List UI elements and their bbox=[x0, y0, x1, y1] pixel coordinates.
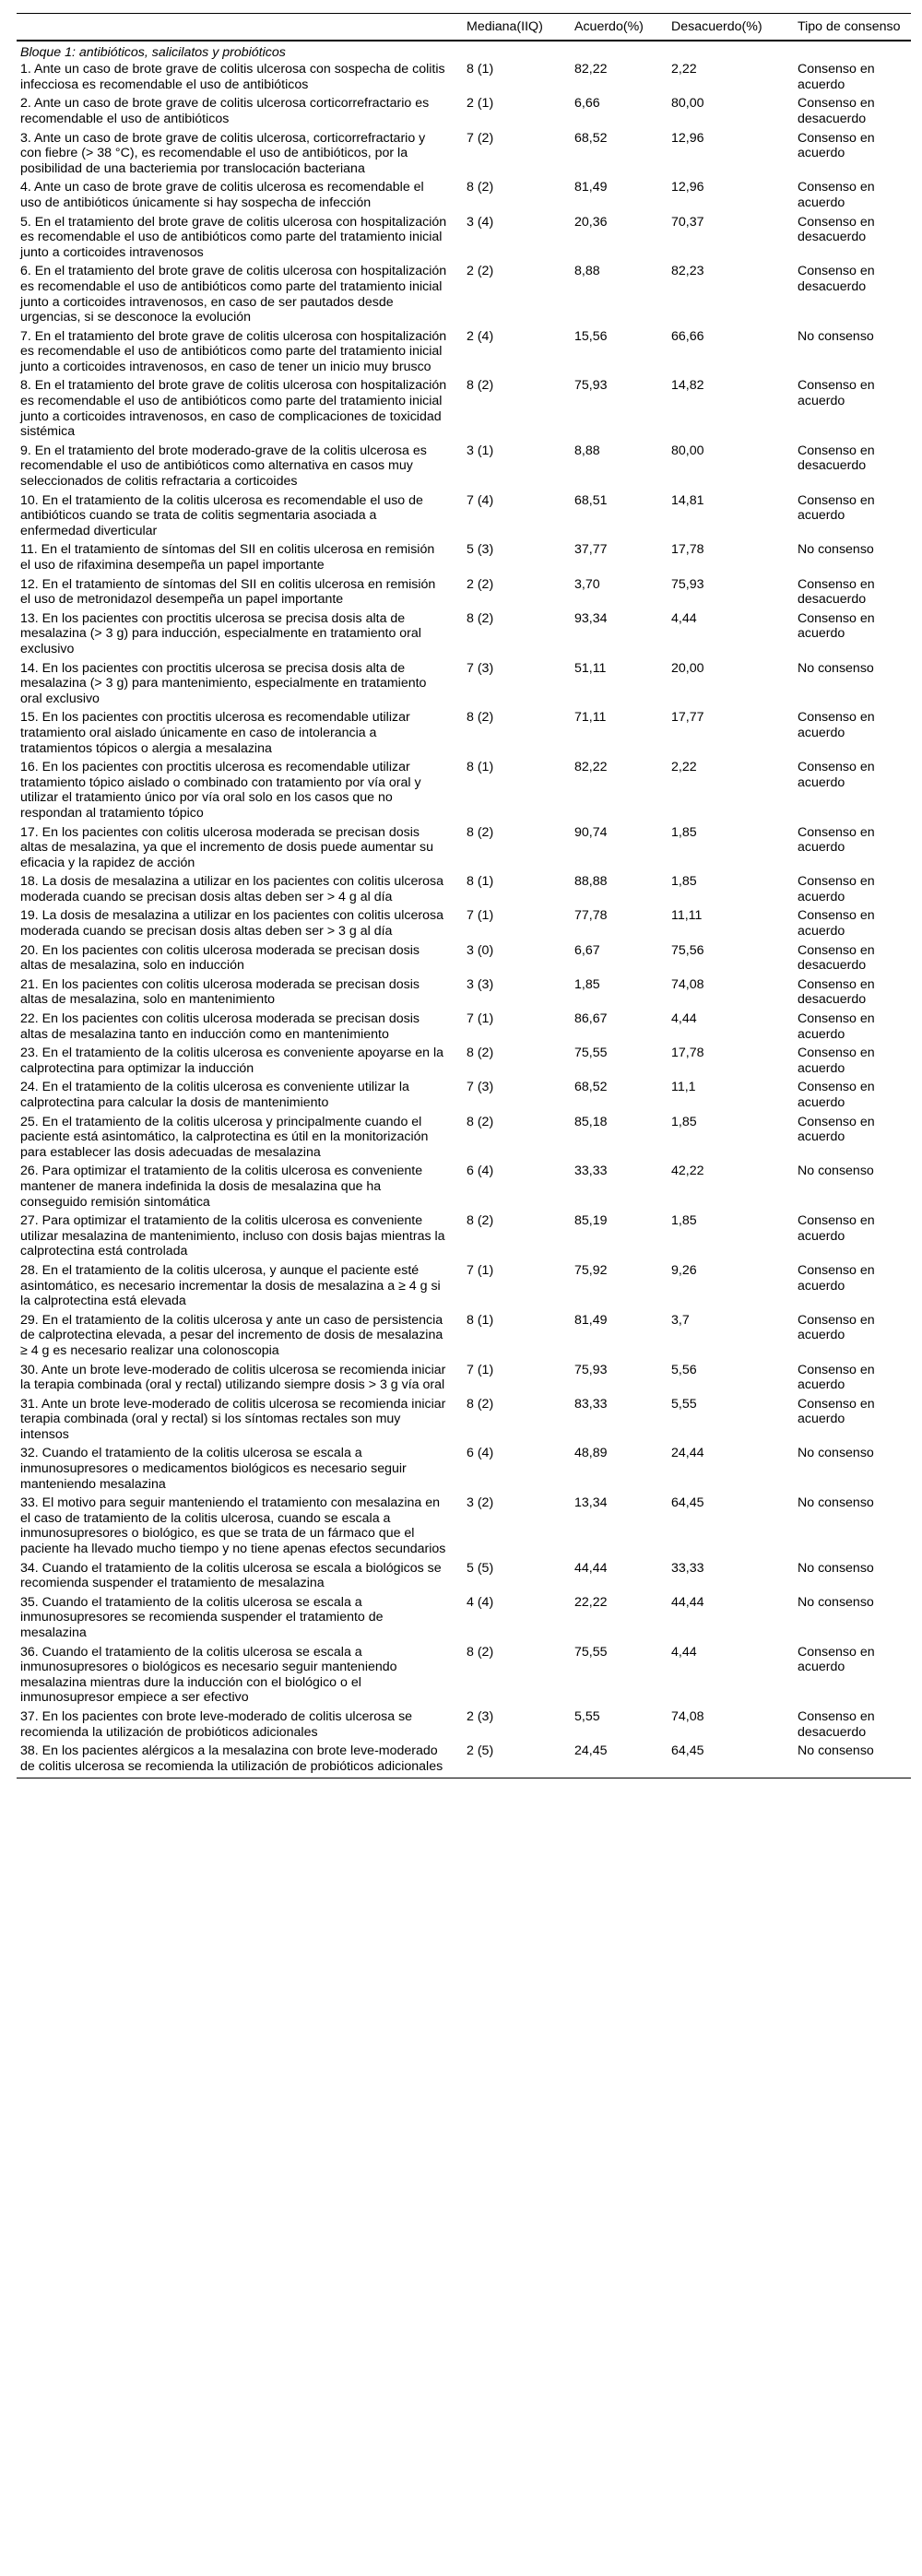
cell-tipo: Consenso en acuerdo bbox=[798, 1262, 875, 1294]
cell-statement: 22. En los pacientes con colitis ulcerosa moderada se precisan dosis altas de mesalazina tanto en inducción como en mantenimiento bbox=[20, 1011, 420, 1042]
cell-tipo: No consenso bbox=[798, 1495, 874, 1511]
cell-mediana: 7 (1) bbox=[467, 1011, 494, 1027]
cell-desacuerdo: 44,44 bbox=[671, 1594, 704, 1610]
table-body bbox=[17, 41, 911, 1778]
table-row bbox=[17, 823, 911, 873]
cell-mediana: 8 (2) bbox=[467, 610, 494, 626]
cell-tipo: No consenso bbox=[798, 1164, 874, 1179]
cell-acuerdo: 15,56 bbox=[574, 328, 608, 344]
cell-statement: 1. Ante un caso de brote grave de colitis ulcerosa con sospecha de colitis infecciosa es recomendable el uso de antibióticos bbox=[20, 62, 445, 92]
cell-desacuerdo: 14,82 bbox=[671, 378, 704, 394]
cell-mediana: 3 (2) bbox=[467, 1495, 494, 1511]
header-acuerdo: Acuerdo(%) bbox=[571, 14, 668, 41]
cell-acuerdo: 81,49 bbox=[574, 180, 608, 195]
cell-desacuerdo: 74,08 bbox=[671, 976, 704, 992]
consensus-table bbox=[17, 13, 911, 1778]
cell-mediana: 8 (2) bbox=[467, 1396, 494, 1412]
table-row bbox=[17, 975, 911, 1010]
cell-statement: 10. En el tratamiento de la colitis ulcerosa es recomendable el uso de antibióticos cuando se trata de colitis segmentaria asociada a enfermedad diverticular bbox=[20, 492, 423, 538]
cell-tipo: Consenso en acuerdo bbox=[798, 492, 875, 524]
cell-desacuerdo: 24,44 bbox=[671, 1446, 704, 1461]
table-row bbox=[17, 758, 911, 822]
cell-desacuerdo: 82,23 bbox=[671, 264, 704, 279]
cell-desacuerdo: 5,56 bbox=[671, 1362, 697, 1377]
cell-tipo: No consenso bbox=[798, 328, 874, 344]
cell-mediana: 7 (3) bbox=[467, 1080, 494, 1095]
block-title: Bloque 1: antibióticos, salicilatos y probióticos bbox=[20, 44, 286, 60]
cell-desacuerdo: 2,22 bbox=[671, 62, 697, 77]
cell-acuerdo: 48,89 bbox=[574, 1446, 608, 1461]
cell-desacuerdo: 74,08 bbox=[671, 1708, 704, 1724]
cell-tipo: Consenso en desacuerdo bbox=[798, 976, 875, 1008]
cell-acuerdo: 75,93 bbox=[574, 1362, 608, 1377]
header-item bbox=[17, 14, 463, 41]
cell-statement: 2. Ante un caso de brote grave de colitis ulcerosa corticorrefractario es recomendable el uso de antibióticos bbox=[20, 96, 430, 126]
cell-tipo: No consenso bbox=[798, 660, 874, 676]
table-row bbox=[17, 540, 911, 574]
cell-mediana: 5 (3) bbox=[467, 542, 494, 558]
cell-statement: 25. En el tratamiento de la colitis ulcerosa y principalmente cuando el paciente está asintomático, la calprotectina es útil en la monitorización para establecer las dosis adecuadas de mesalazina bbox=[20, 1114, 429, 1160]
cell-desacuerdo: 17,78 bbox=[671, 1046, 704, 1061]
table-row bbox=[17, 1261, 911, 1311]
table-row bbox=[17, 708, 911, 758]
cell-tipo: Consenso en acuerdo bbox=[798, 1213, 875, 1244]
table-row bbox=[17, 94, 911, 128]
cell-mediana: 8 (2) bbox=[467, 1046, 494, 1061]
table-row bbox=[17, 129, 911, 179]
cell-acuerdo: 68,52 bbox=[574, 1080, 608, 1095]
cell-tipo: Consenso en acuerdo bbox=[798, 874, 875, 904]
cell-mediana: 2 (4) bbox=[467, 328, 494, 344]
table-row bbox=[17, 1078, 911, 1112]
cell-mediana: 2 (5) bbox=[463, 1742, 571, 1778]
cell-statement: 15. En los pacientes con proctitis ulcerosa es recomendable utilizar tratamiento oral aislado únicamente en caso de intolerancia a tratamientos tópicos o alergia a mesalazina bbox=[20, 710, 410, 756]
cell-statement: 26. Para optimizar el tratamiento de la colitis ulcerosa es conveniente mantener de manera indefinida la dosis de mesalazina que ha conseguido remisión sintomática bbox=[20, 1164, 423, 1210]
table-row bbox=[17, 442, 911, 491]
cell-statement: 35. Cuando el tratamiento de la colitis ulcerosa se escala a inmunosupresores se recomienda suspender el tratamiento de mesalazina bbox=[20, 1594, 384, 1640]
cell-statement: 11. En el tratamiento de síntomas del SII en colitis ulcerosa en remisión el uso de rifaximina desempeña un papel importante bbox=[20, 542, 435, 573]
cell-acuerdo: 75,92 bbox=[574, 1262, 608, 1278]
cell-desacuerdo: 17,77 bbox=[671, 710, 704, 726]
table-row bbox=[17, 1361, 911, 1395]
cell-tipo: Consenso en desacuerdo bbox=[798, 576, 875, 608]
cell-statement: 24. En el tratamiento de la colitis ulcerosa es conveniente utilizar la calprotectina para calcular la dosis de mantenimiento bbox=[20, 1080, 409, 1110]
table-row bbox=[17, 1494, 911, 1558]
cell-mediana: 2 (2) bbox=[467, 264, 494, 279]
cell-acuerdo: 5,55 bbox=[574, 1708, 600, 1724]
cell-acuerdo: 33,33 bbox=[574, 1164, 608, 1179]
cell-statement: 9. En el tratamiento del brote moderado-grave de la colitis ulcerosa es recomendable el uso de antibióticos como alternativa en casos muy seleccionados de colitis refractaria a corticoides bbox=[20, 443, 427, 490]
cell-acuerdo: 85,18 bbox=[574, 1114, 608, 1129]
cell-mediana: 3 (0) bbox=[467, 942, 494, 958]
cell-tipo: Consenso en acuerdo bbox=[798, 1080, 875, 1110]
table-row bbox=[17, 1010, 911, 1044]
header-row bbox=[17, 14, 911, 41]
cell-statement: 30. Ante un brote leve-moderado de colitis ulcerosa se recomienda iniciar la terapia combinada (oral y rectal) utilizando siempre dosis > 3 g vía oral bbox=[20, 1362, 446, 1393]
cell-statement: 28. En el tratamiento de la colitis ulcerosa, y aunque el paciente esté asintomático, es necesario incrementar la dosis de mesalazina a ≥ 4 g si la calprotectina está elevada bbox=[20, 1262, 441, 1309]
cell-mediana: 6 (4) bbox=[467, 1446, 494, 1461]
cell-desacuerdo: 1,85 bbox=[671, 874, 697, 890]
table-row bbox=[17, 1559, 911, 1593]
table-row bbox=[17, 178, 911, 212]
cell-acuerdo: 6,67 bbox=[574, 942, 600, 958]
cell-tipo: Consenso en desacuerdo bbox=[798, 942, 875, 974]
cell-acuerdo: 68,51 bbox=[574, 492, 608, 508]
cell-tipo: Consenso en acuerdo bbox=[798, 908, 875, 939]
cell-acuerdo: 81,49 bbox=[574, 1312, 608, 1328]
cell-mediana: 8 (2) bbox=[467, 1213, 494, 1229]
cell-mediana: 8 (1) bbox=[467, 874, 494, 890]
cell-statement: 16. En los pacientes con proctitis ulcerosa es recomendable utilizar tratamiento tópico aislado o combinado con tratamiento por vía oral y utilizar el tratamiento único por vía oral solo en los casos que no respondan al tratamiento tópico bbox=[20, 760, 421, 821]
cell-desacuerdo: 1,85 bbox=[671, 824, 697, 840]
table-row bbox=[17, 376, 911, 441]
cell-mediana: 2 (2) bbox=[467, 576, 494, 592]
header-tipo: Tipo de consenso bbox=[794, 14, 911, 41]
cell-desacuerdo: 42,22 bbox=[671, 1164, 704, 1179]
cell-acuerdo: 8,88 bbox=[574, 443, 600, 458]
cell-tipo: Consenso en desacuerdo bbox=[798, 214, 875, 245]
cell-mediana: 8 (2) bbox=[467, 1644, 494, 1660]
cell-mediana: 3 (4) bbox=[467, 214, 494, 230]
cell-statement: 31. Ante un brote leve-moderado de colitis ulcerosa se recomienda iniciar terapia combinada (oral y rectal) si los síntomas rectales son muy intensos bbox=[20, 1396, 446, 1442]
cell-desacuerdo: 2,22 bbox=[671, 760, 697, 775]
cell-tipo: Consenso en acuerdo bbox=[798, 378, 875, 409]
cell-desacuerdo: 17,78 bbox=[671, 542, 704, 558]
cell-tipo: No consenso bbox=[798, 1594, 874, 1610]
cell-mediana: 7 (1) bbox=[467, 1362, 494, 1377]
cell-statement: 23. En el tratamiento de la colitis ulcerosa es conveniente apoyarse en la calprotectina para optimizar la inducción bbox=[20, 1046, 444, 1076]
cell-mediana: 5 (5) bbox=[467, 1560, 494, 1576]
cell-desacuerdo: 11,11 bbox=[671, 908, 703, 924]
cell-tipo: Consenso en acuerdo bbox=[798, 824, 875, 856]
table-row bbox=[17, 575, 911, 609]
cell-acuerdo: 93,34 bbox=[574, 610, 608, 626]
cell-tipo: Consenso en acuerdo bbox=[798, 1396, 875, 1427]
cell-tipo: Consenso en acuerdo bbox=[798, 62, 875, 92]
cell-desacuerdo: 66,66 bbox=[671, 328, 704, 344]
cell-statement: 12. En el tratamiento de síntomas del SII en colitis ulcerosa en remisión el uso de metronidazol desempeña un papel importante bbox=[20, 576, 436, 608]
cell-acuerdo: 20,36 bbox=[574, 214, 608, 230]
cell-desacuerdo: 14,81 bbox=[671, 492, 704, 508]
cell-mediana: 8 (2) bbox=[467, 180, 494, 195]
cell-tipo: No consenso bbox=[794, 1742, 911, 1778]
cell-mediana: 7 (1) bbox=[467, 908, 494, 924]
header-mediana: Mediana(IIQ) bbox=[463, 14, 571, 41]
cell-desacuerdo: 11,1 bbox=[671, 1080, 696, 1095]
cell-statement: 7. En el tratamiento del brote grave de colitis ulcerosa con hospitalización es recomendable el uso de antibióticos como parte del tratamiento inicial junto a corticoides intravenosos, en caso de tener un inicio muy brusco bbox=[20, 328, 447, 374]
cell-desacuerdo: 9,26 bbox=[671, 1262, 697, 1278]
cell-statement: 4. Ante un caso de brote grave de colitis ulcerosa es recomendable el uso de antibióticos únicamente si hay sospecha de infección bbox=[20, 180, 424, 210]
cell-desacuerdo: 4,44 bbox=[671, 1644, 697, 1660]
cell-acuerdo: 75,55 bbox=[574, 1046, 608, 1061]
cell-desacuerdo: 70,37 bbox=[671, 214, 704, 230]
table-row bbox=[17, 327, 911, 377]
table-row bbox=[17, 1211, 911, 1261]
cell-statement: 13. En los pacientes con proctitis ulcerosa se precisa dosis alta de mesalazina (> 3 g) para inducción, especialmente en tratamiento oral exclusivo bbox=[20, 610, 421, 656]
table-row bbox=[17, 1395, 911, 1445]
header-desacuerdo: Desacuerdo(%) bbox=[668, 14, 794, 41]
cell-desacuerdo: 64,45 bbox=[671, 1495, 704, 1511]
cell-statement: 33. El motivo para seguir manteniendo el tratamiento con mesalazina en el caso de tratamiento de la colitis ulcerosa, cuando se escala a inmunosupresores o biológico, es que se trata de un fármaco que el paciente ha llevado mucho tiempo y no tiene apenas efectos secundarios bbox=[20, 1495, 446, 1557]
cell-mediana: 7 (3) bbox=[467, 660, 494, 676]
table-row bbox=[17, 60, 911, 94]
cell-acuerdo: 90,74 bbox=[574, 824, 608, 840]
cell-desacuerdo: 80,00 bbox=[671, 96, 704, 112]
cell-mediana: 7 (2) bbox=[467, 130, 494, 146]
cell-desacuerdo: 4,44 bbox=[671, 1011, 697, 1027]
cell-acuerdo: 82,22 bbox=[574, 62, 608, 77]
cell-tipo: Consenso en acuerdo bbox=[798, 1312, 875, 1343]
cell-acuerdo: 24,45 bbox=[571, 1742, 668, 1778]
table-row bbox=[17, 1444, 911, 1494]
table-row bbox=[17, 491, 911, 541]
cell-statement: 5. En el tratamiento del brote grave de colitis ulcerosa con hospitalización es recomendable el uso de antibióticos como parte del tratamiento inicial junto a corticoides intravenosos bbox=[20, 214, 447, 260]
cell-acuerdo: 44,44 bbox=[574, 1560, 608, 1576]
cell-desacuerdo: 12,96 bbox=[671, 180, 704, 195]
cell-desacuerdo: 4,44 bbox=[671, 610, 697, 626]
cell-acuerdo: 75,55 bbox=[574, 1644, 608, 1660]
cell-mediana: 4 (4) bbox=[467, 1594, 494, 1610]
cell-statement: 27. Para optimizar el tratamiento de la colitis ulcerosa es conveniente utilizar mesalazina de mantenimiento, incluso con dosis bajas mientras la calprotectina está controlada bbox=[20, 1213, 445, 1259]
cell-statement: 38. En los pacientes alérgicos a la mesalazina con brote leve-moderado de colitis ulcerosa se recomienda la utilización de probióticos adicionales bbox=[17, 1742, 463, 1778]
cell-mediana: 7 (1) bbox=[467, 1262, 494, 1278]
cell-mediana: 8 (1) bbox=[467, 1312, 494, 1328]
cell-tipo: No consenso bbox=[798, 1446, 874, 1461]
cell-desacuerdo: 75,93 bbox=[671, 576, 704, 592]
cell-tipo: Consenso en acuerdo bbox=[798, 130, 875, 161]
cell-mediana: 8 (1) bbox=[467, 760, 494, 775]
table-row bbox=[17, 1707, 911, 1742]
table-row bbox=[17, 1643, 911, 1707]
cell-mediana: 8 (2) bbox=[467, 710, 494, 726]
cell-statement: 19. La dosis de mesalazina a utilizar en los pacientes con colitis ulcerosa moderada cuando se precisan dosis altas deben ser > 3 g al día bbox=[20, 908, 443, 939]
block-title-row bbox=[17, 41, 911, 61]
cell-tipo: Consenso en acuerdo bbox=[798, 710, 875, 740]
cell-statement: 37. En los pacientes con brote leve-moderado de colitis ulcerosa se recomienda la utilización de probióticos adicionales bbox=[20, 1708, 413, 1740]
cell-mediana: 8 (2) bbox=[467, 824, 494, 840]
cell-acuerdo: 85,19 bbox=[574, 1213, 608, 1229]
cell-acuerdo: 3,70 bbox=[574, 576, 600, 592]
cell-acuerdo: 37,77 bbox=[574, 542, 608, 558]
cell-tipo: Consenso en desacuerdo bbox=[798, 96, 875, 126]
cell-acuerdo: 88,88 bbox=[574, 874, 608, 890]
cell-tipo: Consenso en acuerdo bbox=[798, 180, 875, 210]
cell-acuerdo: 22,22 bbox=[574, 1594, 608, 1610]
cell-mediana: 8 (2) bbox=[467, 1114, 494, 1129]
cell-desacuerdo: 1,85 bbox=[671, 1213, 697, 1229]
cell-desacuerdo: 12,96 bbox=[671, 130, 704, 146]
cell-tipo: No consenso bbox=[798, 542, 874, 558]
table-row bbox=[17, 213, 911, 263]
cell-statement: 36. Cuando el tratamiento de la colitis ulcerosa se escala a inmunosupresores o biológicos es necesario seguir manteniendo mesalazina mientras dure la inducción con el biológico o el inmunosupresor empiece a ser efectivo bbox=[20, 1644, 397, 1706]
cell-statement: 20. En los pacientes con colitis ulcerosa moderada se precisan dosis altas de mesalazina, solo en inducción bbox=[20, 942, 420, 974]
table-row bbox=[17, 1113, 911, 1163]
table-row bbox=[17, 1593, 911, 1643]
cell-statement: 6. En el tratamiento del brote grave de colitis ulcerosa con hospitalización es recomendable el uso de antibióticos como parte del tratamiento inicial junto a corticoides intravenosos, en caso de ser pautados desde urgencias, si se desconoce la evolución bbox=[20, 264, 447, 325]
cell-tipo: Consenso en acuerdo bbox=[798, 760, 875, 790]
cell-statement: 34. Cuando el tratamiento de la colitis ulcerosa se escala a biológicos se recomienda suspender el tratamiento de mesalazina bbox=[20, 1560, 442, 1591]
table-row bbox=[17, 872, 911, 906]
cell-mediana: 2 (3) bbox=[467, 1708, 494, 1724]
cell-acuerdo: 71,11 bbox=[574, 710, 607, 726]
cell-acuerdo: 86,67 bbox=[574, 1011, 608, 1027]
table-row bbox=[17, 262, 911, 326]
table-row bbox=[17, 906, 911, 940]
cell-tipo: Consenso en acuerdo bbox=[798, 1011, 875, 1042]
cell-tipo: Consenso en acuerdo bbox=[798, 1114, 875, 1145]
cell-desacuerdo: 3,7 bbox=[671, 1312, 690, 1328]
cell-desacuerdo: 33,33 bbox=[671, 1560, 704, 1576]
cell-statement: 18. La dosis de mesalazina a utilizar en los pacientes con colitis ulcerosa moderada cuando se precisan dosis altas deben ser > 4 g al día bbox=[20, 874, 443, 904]
cell-acuerdo: 51,11 bbox=[574, 660, 607, 676]
cell-statement: 32. Cuando el tratamiento de la colitis ulcerosa se escala a inmunosupresores o medicamentos biológicos es necesario seguir manteniendo mesalazina bbox=[20, 1446, 407, 1492]
cell-acuerdo: 8,88 bbox=[574, 264, 600, 279]
cell-statement: 3. Ante un caso de brote grave de colitis ulcerosa, corticorrefractario y con fiebre (> 38 °C), es recomendable el uso de antibióticos, por la posibilidad de una bacteriemia por translocación bacteriana bbox=[20, 130, 426, 176]
table-header bbox=[17, 14, 911, 41]
cell-acuerdo: 77,78 bbox=[574, 908, 608, 924]
cell-tipo: Consenso en desacuerdo bbox=[798, 264, 875, 294]
cell-mediana: 7 (4) bbox=[467, 492, 494, 508]
cell-tipo: Consenso en acuerdo bbox=[798, 1046, 875, 1076]
cell-tipo: Consenso en desacuerdo bbox=[798, 443, 875, 474]
cell-mediana: 8 (2) bbox=[467, 378, 494, 394]
cell-tipo: Consenso en acuerdo bbox=[798, 610, 875, 642]
cell-desacuerdo: 64,45 bbox=[668, 1742, 794, 1778]
cell-desacuerdo: 75,56 bbox=[671, 942, 704, 958]
cell-desacuerdo: 80,00 bbox=[671, 443, 704, 458]
cell-statement: 14. En los pacientes con proctitis ulcerosa se precisa dosis alta de mesalazina (> 3 g) para mantenimiento, especialmente en tratamiento oral exclusivo bbox=[20, 660, 427, 706]
table-row bbox=[17, 659, 911, 709]
cell-statement: 17. En los pacientes con colitis ulcerosa moderada se precisan dosis altas de mesalazina, ya que el incremento de dosis puede aumentar su eficacia y la rapidez de acción bbox=[20, 824, 433, 870]
cell-tipo: Consenso en acuerdo bbox=[798, 1362, 875, 1393]
cell-mediana: 8 (1) bbox=[467, 62, 494, 77]
cell-statement: 29. En el tratamiento de la colitis ulcerosa y ante un caso de persistencia de calprotectina elevada, a pesar del incremento de dosis de mesalazina ≥ 4 g es necesario realizar una colonoscopia bbox=[20, 1312, 443, 1358]
consensus-table-container bbox=[17, 13, 911, 1778]
table-row bbox=[17, 941, 911, 975]
cell-desacuerdo: 5,55 bbox=[671, 1396, 697, 1412]
cell-mediana: 3 (3) bbox=[467, 976, 494, 992]
cell-tipo: Consenso en acuerdo bbox=[798, 1644, 875, 1675]
table-row bbox=[17, 1311, 911, 1361]
table-row bbox=[17, 609, 911, 659]
cell-acuerdo: 1,85 bbox=[574, 976, 600, 992]
cell-acuerdo: 6,66 bbox=[574, 96, 600, 112]
table-row bbox=[17, 1742, 911, 1778]
cell-acuerdo: 75,93 bbox=[574, 378, 608, 394]
cell-desacuerdo: 1,85 bbox=[671, 1114, 697, 1129]
cell-statement: 8. En el tratamiento del brote grave de colitis ulcerosa con hospitalización es recomendable el uso de antibióticos como parte del tratamiento inicial junto a corticoides intravenosos, en caso de complicaciones de toxicidad sistémica bbox=[20, 378, 447, 440]
cell-desacuerdo: 20,00 bbox=[671, 660, 704, 676]
cell-mediana: 3 (1) bbox=[467, 443, 494, 458]
cell-tipo: No consenso bbox=[798, 1560, 874, 1576]
table-row bbox=[17, 1162, 911, 1211]
cell-acuerdo: 68,52 bbox=[574, 130, 608, 146]
cell-acuerdo: 13,34 bbox=[574, 1495, 608, 1511]
cell-acuerdo: 83,33 bbox=[574, 1396, 608, 1412]
cell-acuerdo: 82,22 bbox=[574, 760, 608, 775]
cell-statement: 21. En los pacientes con colitis ulcerosa moderada se precisan dosis altas de mesalazina, solo en mantenimiento bbox=[20, 976, 420, 1008]
cell-mediana: 6 (4) bbox=[467, 1164, 494, 1179]
table-row bbox=[17, 1044, 911, 1078]
cell-tipo: Consenso en desacuerdo bbox=[798, 1708, 875, 1740]
cell-mediana: 2 (1) bbox=[467, 96, 494, 112]
